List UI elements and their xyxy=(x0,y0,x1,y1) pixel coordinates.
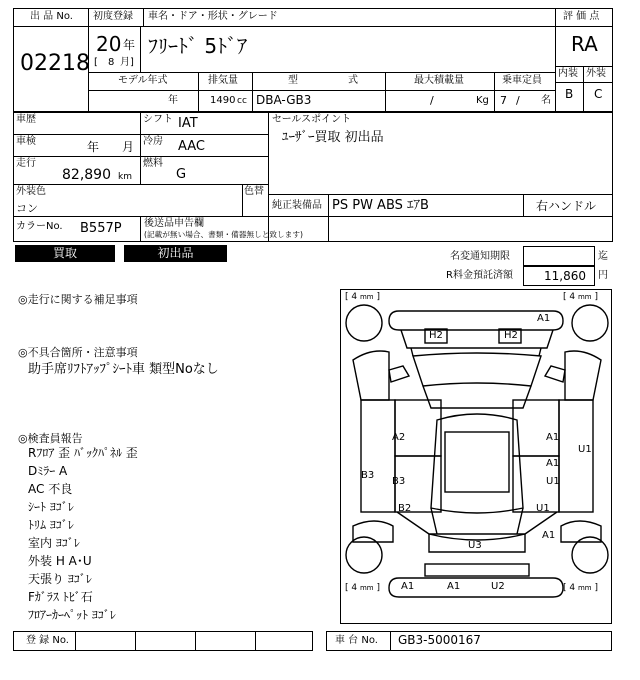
rear-bumper xyxy=(389,578,563,597)
mark-headlight-right: H2 xyxy=(504,330,518,341)
mark-right-front-fender: A1 xyxy=(546,432,560,443)
car-name: ﾌﾘｰﾄﾞ 5ﾄﾞｱ xyxy=(148,34,248,58)
inspection-year-unit: 年 xyxy=(87,140,100,154)
color-no-label: カラーNo. xyxy=(16,221,63,232)
displacement: 1490 xyxy=(210,95,236,106)
mark-rear-bumper-right: U2 xyxy=(491,581,505,592)
mileage-label: 走行 xyxy=(16,158,36,169)
mark-right-door2: U1 xyxy=(546,476,560,487)
tire-rl-depth: [ 4 mm ] xyxy=(345,583,380,593)
inspector-item: Fｶﾞﾗｽ ﾄﾋﾞ石 xyxy=(28,590,93,604)
fuel-value: G xyxy=(176,167,187,182)
ext-color: コン xyxy=(16,202,38,215)
inspector-title: ◎検査員報告 xyxy=(18,432,83,445)
model-year-label: モデル年式 xyxy=(118,75,168,86)
driving-remarks-title: ◎走行に関する補足事項 xyxy=(18,293,138,306)
history-label: 車歴 xyxy=(16,114,36,125)
ac-value: AAC xyxy=(178,139,205,154)
mark-left-rear: B2 xyxy=(398,503,412,514)
purchase-badge: 買取 xyxy=(15,245,115,262)
mark-rear-bumper-left: A1 xyxy=(401,581,415,592)
model-year-unit: 年 xyxy=(168,95,178,106)
inspector-item: Dﾐﾗｰ A xyxy=(28,464,68,478)
grade-label: 評 価 点 xyxy=(563,11,600,22)
mark-left-b3-outer: B3 xyxy=(361,470,375,481)
registration-label: 登 録 No. xyxy=(26,635,69,646)
max-load-unit: Kg xyxy=(476,95,489,106)
capacity: 7 xyxy=(500,94,507,107)
fuel-label: 燃料 xyxy=(143,158,163,169)
reg-year: 20 xyxy=(96,32,122,56)
aftermarket-label: 後送品申告欄 xyxy=(144,218,204,229)
color-no: B557P xyxy=(80,221,122,236)
overall-grade: RA xyxy=(571,32,598,56)
mark-left-front-door: A2 xyxy=(392,432,406,443)
tire-front-left xyxy=(346,305,382,341)
ext-color-label: 外装色 xyxy=(16,186,46,197)
ac-label: 冷房 xyxy=(143,136,163,147)
type-label: 型 xyxy=(288,75,298,86)
mileage-unit: km xyxy=(118,172,132,182)
equipment-label: 純正装備品 xyxy=(272,200,322,211)
type-label-2: 式 xyxy=(348,75,358,86)
mark-rear-bumper-center: A1 xyxy=(447,581,461,592)
tire-front-right xyxy=(572,305,608,341)
inspector-item: AC 不良 xyxy=(28,482,73,496)
sales-point-label: セールスポイント xyxy=(272,114,352,125)
tire-fl-depth: [ 4 mm ] xyxy=(345,292,380,302)
inspection-label: 車検 xyxy=(16,136,36,147)
tire-rr-depth: [ 4 mm ] xyxy=(563,583,598,593)
inspector-item: ｼｰﾄ ﾖｺﾞﾚ xyxy=(28,500,74,514)
mark-right-rear: U1 xyxy=(536,503,550,514)
interior-label: 内装 xyxy=(558,68,578,79)
name-change-unit: 迄 xyxy=(598,251,608,262)
inspection-month-unit: 月 xyxy=(122,140,135,154)
defects-title: ◎不具合箇所・注意事項 xyxy=(18,346,138,359)
car-diagram xyxy=(340,289,612,624)
lot-number: 02218 xyxy=(20,51,90,76)
mark-left-b3: B3 xyxy=(392,476,406,487)
max-load-slash: / xyxy=(430,94,434,107)
sales-point: ﾕｰｻﾞｰ買取 初出品 xyxy=(282,130,384,145)
tire-fr-depth: [ 4 mm ] xyxy=(563,292,598,302)
mark-right-front-door: A1 xyxy=(546,458,560,469)
capacity-label: 乗車定員 xyxy=(502,75,542,86)
name-change-box xyxy=(523,246,595,266)
interior-grade: B xyxy=(565,87,574,101)
inspector-item: 外装 H A･U xyxy=(28,554,92,568)
inspector-item: 室内 ﾖｺﾞﾚ xyxy=(28,536,80,550)
inspector-item: 天張り ﾖｺﾞﾚ xyxy=(28,572,92,586)
color-change-label: 色替 xyxy=(244,186,264,197)
equipment: PS PW ABS ｴｱB xyxy=(332,198,429,213)
capacity-slash: / xyxy=(516,94,520,107)
chassis-number: GB3-5000167 xyxy=(398,633,481,647)
chassis-label: 車 台 No. xyxy=(335,635,378,646)
shift-label: シフト xyxy=(143,114,173,125)
mileage: 82,890 xyxy=(62,167,111,183)
car-outline xyxy=(341,290,613,625)
header-frame xyxy=(13,8,613,112)
reg-month: 8 xyxy=(108,57,115,68)
mark-right-rear-2: A1 xyxy=(542,530,556,541)
first-reg-label: 初度登録 xyxy=(93,11,133,22)
mark-front-bumper: A1 xyxy=(537,313,551,324)
inspector-item: Rﾌﾛｱ 歪 ﾊﾞｯｸﾊﾟﾈﾙ 歪 xyxy=(28,446,138,460)
aftermarket-note: (記載が無い場合、書類・備器無しと致します) xyxy=(144,231,303,240)
shift-value: IAT xyxy=(178,116,198,131)
max-load-label: 最大積載量 xyxy=(414,75,464,86)
displacement-unit: cc xyxy=(237,96,247,106)
first-listing-badge: 初出品 xyxy=(124,245,227,262)
inspector-item: ﾄﾘﾑ ﾖｺﾞﾚ xyxy=(28,518,74,532)
mark-right-front-u: U1 xyxy=(578,444,592,455)
exterior-grade: C xyxy=(594,87,603,101)
recycle-unit: 円 xyxy=(598,270,608,281)
reg-month-open: [ xyxy=(94,57,98,68)
inspector-item: ﾌﾛｱｰｶｰﾍﾟｯﾄ ﾖｺﾞﾚ xyxy=(28,608,116,622)
defects-text: 助手席ﾘﾌﾄｱｯﾌﾟｼｰﾄ車 類型Noなし xyxy=(28,362,219,377)
exterior-label: 外装 xyxy=(586,68,606,79)
vehicle-type: DBA-GB3 xyxy=(256,93,312,107)
recycle-label: R料金預託済額 xyxy=(446,270,513,281)
displacement-label: 排気量 xyxy=(208,75,238,86)
recycle-amount: 11,860 xyxy=(544,269,586,283)
capacity-unit: 名 xyxy=(541,95,551,106)
mark-roof-rear: U3 xyxy=(468,540,482,551)
steering: 右ハンドル xyxy=(536,199,597,213)
reg-year-unit: 年 xyxy=(123,38,136,52)
car-name-label: 車名・ドア・形状・グレード xyxy=(148,11,278,22)
name-change-label: 名変通知期限 xyxy=(450,251,510,262)
mark-headlight-left: H2 xyxy=(429,330,443,341)
lot-number-label: 出 品 No. xyxy=(30,11,73,22)
reg-month-unit: 月] xyxy=(120,57,134,68)
